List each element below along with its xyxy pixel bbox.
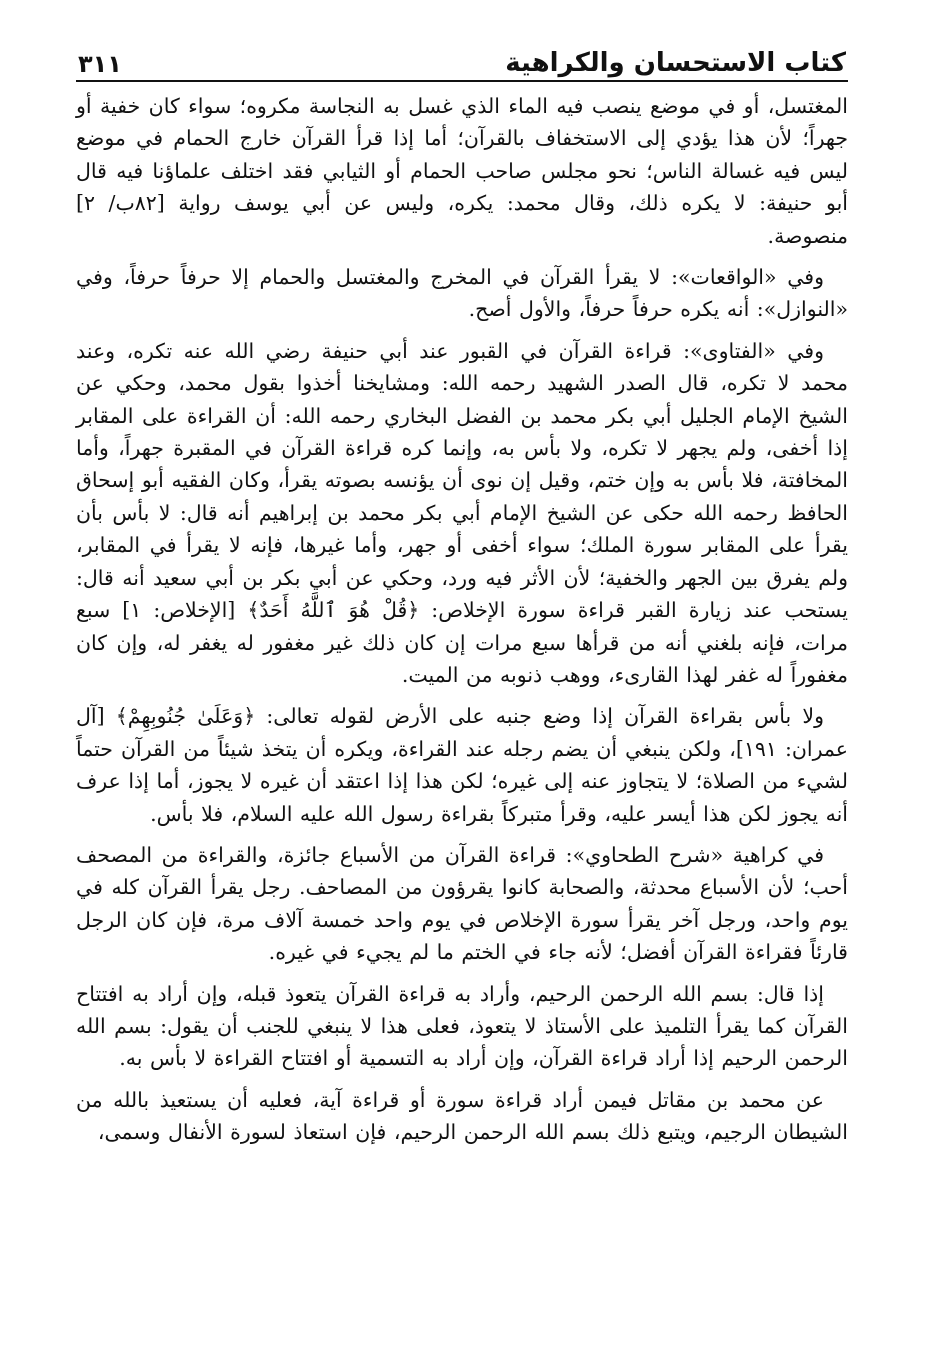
paragraph-1: المغتسل، أو في موضع ينصب فيه الماء الذي غسل به النجاسة مكروه؛ سواء كان خفية أو جهراً؛ لأن هذا يؤدي إلى الاستخفاف بالقرآن؛ أما إذا قرأ القرآن خارج الحمام في موضع ليس فيه غسالة الناس؛ نحو مجلس صاحب الحمام أو الثيابي فقد اختلف علماؤنا فيه قال أبو حنيفة: لا يكره ذلك، وقال محمد: يكره، وليس عن أبي يوسف رواية [٨٢ب/ ٢] منصوصة. bbox=[76, 94, 848, 248]
paragraph-6: إذا قال: بسم الله الرحمن الرحيم، وأراد به قراءة القرآن يتعوذ قبله، وإن أراد به افتتاح القرآن كما يقرأ التلميذ على الأستاذ لا يتعوذ، فعلى هذا لا ينبغي للجنب أن يقول: بسم الله الرحمن الرحيم إذا أراد قراءة القرآن، وإن أراد به التسمية أو افتتاح القراءة لا بأس به. bbox=[76, 981, 848, 1071]
paragraph-7: عن محمد بن مقاتل فيمن أراد قراءة سورة أو قراءة آية، فعليه أن يستعيذ بالله من الشيطان الرجيم، ويتبع ذلك بسم الله الرحمن الرحيم، فإن استعاذ لسورة الأنفال وسمى، bbox=[76, 1087, 848, 1145]
paragraph-3: وفي «الفتاوى»: قراءة القرآن في القبور عند أبي حنيفة رضي الله عنه تكره، وعند محمد لا تكره، قال الصدر الشهيد رحمه الله: ومشايخنا أخذوا بقول محمد، وحكي عن الشيخ الإمام الجليل أبي بكر محمد بن الفضل البخاري رحمه الله: أن القراءة على المقابر إذا أخفى، ولم يجهر لا تكره، ولا بأس به، وإنما كره قراءة القرآن في المقبرة جهراً، وأما المخافتة، فلا بأس به وإن ختم، وقيل إن نوى أن يؤنسه بصوته يقرأ، وكان الفقيه أبو إسحاق الحافظ رحمه الله حكى عن الشيخ الإمام أبي بكر محمد بن إبراهيم أنه قال: لا بأس بأن يقرأ على المقابر سورة الملك؛ سواء أخفى أو جهر، وأما غيرها، فإنه لا يقرأ في المقابر، ولم يفرق بين الجهر والخفية؛ لأن الأثر فيه ورد، وحكي عن أبي بكر بن أبي سعيد أنه قال: يستحب عند زيارة القبر قراءة سورة الإخلاص: ﴿قُلْ هُوَ ٱللَّهُ أَحَدٌ﴾ [الإخلاص: ١] سبع مرات، فإنه بلغني أنه من قرأها سبع مرات إن كان ذلك غير مغفور له يغفر له، وإن كان مغفوراً له غفر لهذا القارىء، ووهب ذنوبه من الميت. bbox=[76, 338, 848, 687]
paragraph-5: في كراهية «شرح الطحاوي»: قراءة القرآن من الأسباع جائزة، والقراءة من المصحف أحب؛ لأن الأسباع محدثة، والصحابة كانوا يقرؤون من المصاحف. رجل يقرأ القرآن كله في يوم واحد، ورجل آخر يقرأ سورة الإخلاص في يوم واحد خمسة آلاف مرة، فإن كان الرجل قارئاً فقراءة القرآن أفضل؛ لأنه جاء في الختم ما لم يجيء في غيره. bbox=[76, 842, 848, 965]
page-number: ٣١١ bbox=[78, 50, 122, 78]
paragraph-4: ولا بأس بقراءة القرآن إذا وضع جنبه على الأرض لقوله تعالى: ﴿وَعَلَىٰ جُنُوبِهِمْ﴾ [آل عمران: ١٩١]، ولكن ينبغي أن يضم رجله عند القراءة، ويكره أن يتخذ شيئاً من القرآن حتماً لشيء من الصلاة؛ لا يتجاوز عنه إلى غيره؛ لكن هذا إذا اعتقد أن غيره لا يجوز، أما إذا عرف أنه يجوز لكن هذا أيسر عليه، وقرأ متبركاً بقراءة رسول الله عليه السلام، فلا بأس. bbox=[76, 704, 848, 826]
chapter-title: كتاب الاستحسان والكراهية bbox=[505, 48, 846, 78]
page-body bbox=[76, 90, 848, 1149]
book-page bbox=[76, 30, 848, 1158]
running-header bbox=[76, 30, 848, 82]
paragraph-2: وفي «الواقعات»: لا يقرأ القرآن في المخرج والمغتسل والحمام إلا حرفاً حرفاً، وفي «النوازل»: أنه يكره حرفاً حرفاً، والأول أصح. bbox=[76, 265, 848, 322]
